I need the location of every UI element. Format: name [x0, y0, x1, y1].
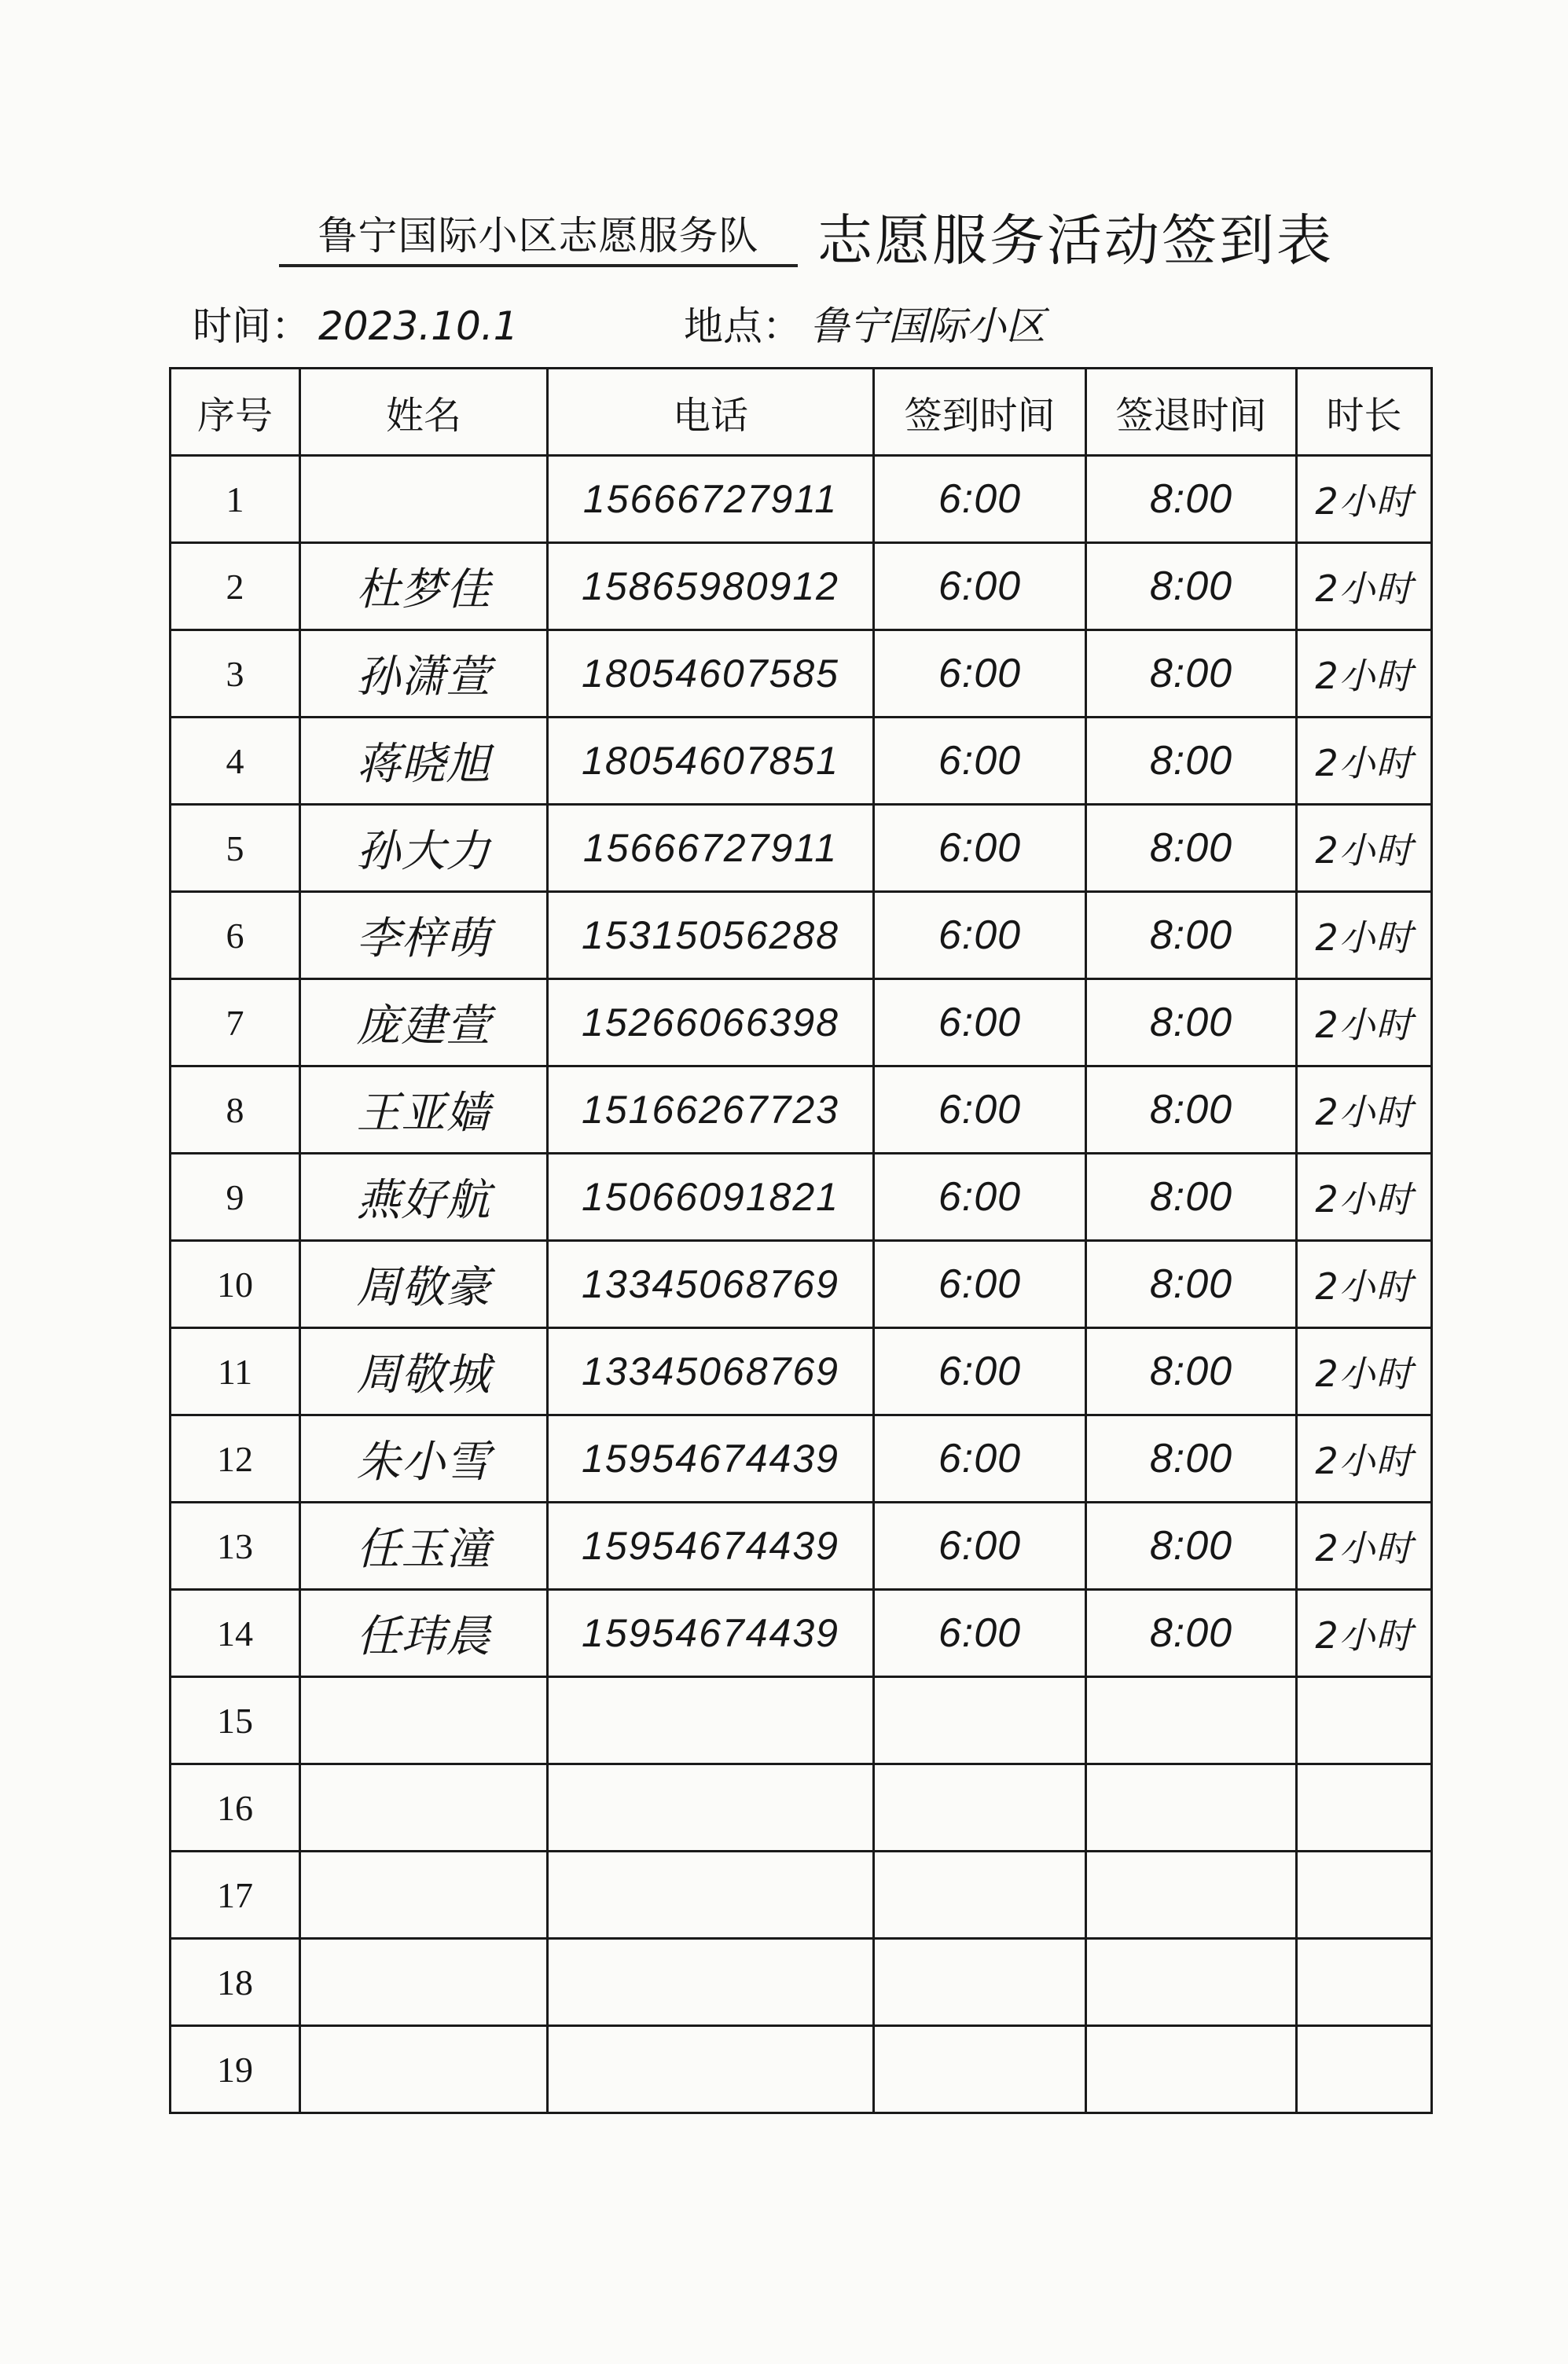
sign-out-time [1086, 1677, 1297, 1764]
volunteer-name [300, 456, 548, 543]
sign-in-time: 6:00 [874, 1154, 1086, 1241]
duration [1297, 1764, 1432, 1852]
duration [1297, 2026, 1432, 2113]
sign-in-time: 6:00 [874, 979, 1086, 1066]
table-row [171, 1764, 1432, 1852]
activity-time [193, 295, 518, 351]
sign-out-time: 8:00 [1086, 718, 1297, 805]
sign-out-time: 8:00 [1086, 1503, 1297, 1590]
header-phone: 电话 [548, 369, 874, 456]
header-duration: 时长 [1297, 369, 1432, 456]
header-sign-out-time: 签退时间 [1086, 369, 1297, 456]
header-name: 姓名 [300, 369, 548, 456]
sign-in-time: 6:00 [874, 456, 1086, 543]
volunteer-name: 朱小雪 [300, 1415, 548, 1503]
phone-number [548, 1764, 874, 1852]
row-number: 8 [171, 1066, 300, 1154]
duration: 2小时 [1297, 805, 1432, 892]
phone-number: 15666727911 [548, 805, 874, 892]
sign-in-time: 6:00 [874, 630, 1086, 718]
duration: 2小时 [1297, 1066, 1432, 1154]
volunteer-name: 周敬城 [300, 1328, 548, 1415]
row-number: 5 [171, 805, 300, 892]
sign-out-time: 8:00 [1086, 1590, 1297, 1677]
duration: 2小时 [1297, 892, 1432, 979]
sign-out-time: 8:00 [1086, 1154, 1297, 1241]
table-row [171, 1677, 1432, 1764]
phone-number: 15954674439 [548, 1415, 874, 1503]
phone-number: 15954674439 [548, 1503, 874, 1590]
duration: 2小时 [1297, 1590, 1432, 1677]
phone-number: 15954674439 [548, 1590, 874, 1677]
sign-out-time [1086, 2026, 1297, 2113]
duration: 2小时 [1297, 718, 1432, 805]
duration: 2小时 [1297, 1503, 1432, 1590]
duration: 2小时 [1297, 543, 1432, 630]
volunteer-name: 任玉潼 [300, 1503, 548, 1590]
row-number: 10 [171, 1241, 300, 1328]
sign-in-time: 6:00 [874, 1590, 1086, 1677]
table-row [171, 543, 1432, 630]
table-row [171, 979, 1432, 1066]
volunteer-name: 周敬豪 [300, 1241, 548, 1328]
sign-in-time: 6:00 [874, 805, 1086, 892]
row-number: 2 [171, 543, 300, 630]
row-number: 15 [171, 1677, 300, 1764]
phone-number: 15865980912 [548, 543, 874, 630]
sign-out-time [1086, 1939, 1297, 2026]
duration: 2小时 [1297, 456, 1432, 543]
sign-in-time: 6:00 [874, 892, 1086, 979]
row-number: 17 [171, 1852, 300, 1939]
sign-in-time [874, 1764, 1086, 1852]
row-number: 1 [171, 456, 300, 543]
table-row [171, 1154, 1432, 1241]
volunteer-name: 庞建萱 [300, 979, 548, 1066]
phone-number [548, 1939, 874, 2026]
table-row [171, 1852, 1432, 1939]
duration: 2小时 [1297, 1415, 1432, 1503]
phone-number: 15666727911 [548, 456, 874, 543]
duration: 2小时 [1297, 1154, 1432, 1241]
sign-in-time: 6:00 [874, 543, 1086, 630]
table-row [171, 1066, 1432, 1154]
place-label: 地点： [684, 303, 802, 349]
duration: 2小时 [1297, 630, 1432, 718]
row-number: 16 [171, 1764, 300, 1852]
table-row [171, 1241, 1432, 1328]
phone-number: 18054607585 [548, 630, 874, 718]
header-sign-in-time: 签到时间 [874, 369, 1086, 456]
row-number: 12 [171, 1415, 300, 1503]
table-row [171, 1503, 1432, 1590]
duration: 2小时 [1297, 1328, 1432, 1415]
duration: 2小时 [1297, 1241, 1432, 1328]
sign-out-time: 8:00 [1086, 805, 1297, 892]
sign-in-time: 6:00 [874, 1066, 1086, 1154]
volunteer-name: 孙大力 [300, 805, 548, 892]
sign-in-time [874, 1939, 1086, 2026]
team-name: 鲁宁国际小区志愿服务队 [279, 204, 798, 267]
sheet-title: 志愿服务活动签到表 [817, 208, 1334, 273]
sign-out-time: 8:00 [1086, 1241, 1297, 1328]
table-row [171, 1328, 1432, 1415]
duration [1297, 1852, 1432, 1939]
activity-place [684, 295, 1045, 351]
phone-number [548, 2026, 874, 2113]
volunteer-name [300, 1764, 548, 1852]
sign-out-time: 8:00 [1086, 1415, 1297, 1503]
table-row [171, 718, 1432, 805]
row-number: 4 [171, 718, 300, 805]
phone-number [548, 1677, 874, 1764]
sign-in-time [874, 1852, 1086, 1939]
table-row [171, 892, 1432, 979]
sign-out-time: 8:00 [1086, 630, 1297, 718]
phone-number: 15266066398 [548, 979, 874, 1066]
sign-in-time [874, 2026, 1086, 2113]
table-row [171, 2026, 1432, 2113]
row-number: 3 [171, 630, 300, 718]
sign-in-time: 6:00 [874, 1241, 1086, 1328]
volunteer-name [300, 1852, 548, 1939]
sign-in-time [874, 1677, 1086, 1764]
table-row [171, 1415, 1432, 1503]
phone-number: 13345068769 [548, 1241, 874, 1328]
volunteer-name [300, 1939, 548, 2026]
row-number: 18 [171, 1939, 300, 2026]
sign-out-time [1086, 1764, 1297, 1852]
sign-out-time: 8:00 [1086, 543, 1297, 630]
volunteer-name [300, 1677, 548, 1764]
volunteer-name: 李梓萌 [300, 892, 548, 979]
row-number: 14 [171, 1590, 300, 1677]
table-header-row [171, 369, 1432, 456]
sign-in-time: 6:00 [874, 1503, 1086, 1590]
sign-out-time: 8:00 [1086, 1328, 1297, 1415]
sign-in-time: 6:00 [874, 718, 1086, 805]
table-row [171, 630, 1432, 718]
volunteer-name: 孙潇萱 [300, 630, 548, 718]
volunteer-name: 燕好航 [300, 1154, 548, 1241]
row-number: 7 [171, 979, 300, 1066]
sheet-header [279, 196, 1360, 273]
volunteer-name: 杜梦佳 [300, 543, 548, 630]
sign-out-time [1086, 1852, 1297, 1939]
phone-number: 15315056288 [548, 892, 874, 979]
sign-out-time: 8:00 [1086, 892, 1297, 979]
volunteer-name [300, 2026, 548, 2113]
duration: 2小时 [1297, 979, 1432, 1066]
volunteer-name: 蒋晓旭 [300, 718, 548, 805]
sign-out-time: 8:00 [1086, 456, 1297, 543]
phone-number: 13345068769 [548, 1328, 874, 1415]
volunteer-name: 王亚嫱 [300, 1066, 548, 1154]
table-row [171, 1590, 1432, 1677]
phone-number [548, 1852, 874, 1939]
table-row [171, 805, 1432, 892]
header-no: 序号 [171, 369, 300, 456]
sign-in-time: 6:00 [874, 1415, 1086, 1503]
row-number: 11 [171, 1328, 300, 1415]
table-row [171, 456, 1432, 543]
time-label: 时间： [193, 303, 310, 349]
sign-in-table [169, 367, 1433, 2114]
sign-in-time: 6:00 [874, 1328, 1086, 1415]
phone-number: 18054607851 [548, 718, 874, 805]
duration [1297, 1677, 1432, 1764]
row-number: 19 [171, 2026, 300, 2113]
time-value: 2023.10.1 [318, 303, 519, 349]
volunteer-name: 任玮晨 [300, 1590, 548, 1677]
table-row [171, 1939, 1432, 2026]
row-number: 6 [171, 892, 300, 979]
sign-out-time: 8:00 [1086, 979, 1297, 1066]
place-value: 鲁宁国际小区 [810, 303, 1045, 349]
row-number: 13 [171, 1503, 300, 1590]
phone-number: 15166267723 [548, 1066, 874, 1154]
phone-number: 15066091821 [548, 1154, 874, 1241]
row-number: 9 [171, 1154, 300, 1241]
duration [1297, 1939, 1432, 2026]
sign-out-time: 8:00 [1086, 1066, 1297, 1154]
